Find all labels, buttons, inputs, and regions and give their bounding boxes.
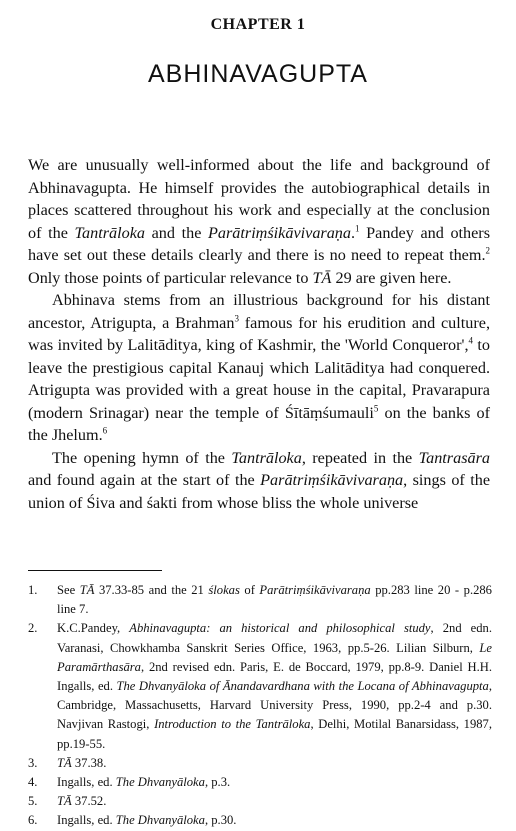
footnote-ref[interactable]: 2 <box>485 245 490 256</box>
footnote-6: 6. Ingalls, ed. The Dhvanyāloka, p.30. <box>28 813 237 828</box>
footnotes <box>28 581 492 831</box>
paragraph-2: Abhinava stems from an illustrious background for his distant ancestor, Atrigupta, a Brahman$^3$ famous for his erudition and culture, was invited by Lalitāditya, king of Kashmir, the 'World Conqueror',$^4$ to leave the prestigious capital Kanauj which Lalitāditya had conquered. Atrigupta was provided with a great house in the capital, Pravarapura (modern Srinagar) near the temple of Śītāṃśumauli$^5$ on the banks of the Jhelum.$^6$ <box>28 291 490 444</box>
footnote-5: 5. TĀ 37.52. <box>28 794 107 809</box>
chapter-heading: CHAPTER 1 <box>210 16 306 33</box>
footnote-1: 1. See TĀ 37.33-85 and the 21 ślokas of Parātriṃśikāvivaraṇa pp.283 line 20 - p.286 line 7. <box>28 583 492 617</box>
chapter-title: ABHINAVAGUPTA <box>148 60 368 88</box>
footnote-ref[interactable]: 3 <box>234 313 239 324</box>
footnote-ref[interactable]: 4 <box>468 335 473 346</box>
body-text <box>28 154 490 514</box>
paragraph-3: The opening hymn of the Tantrāloka, repeated in the Tantrasāra and found again at the start of the Parātriṃśikāvivaraṇa, sings of the union of Śiva and śakti from whose bliss the whole universe <box>28 448 490 512</box>
footnote-separator <box>28 570 162 571</box>
footnote-3: 3. TĀ 37.38. <box>28 755 107 770</box>
footnote-ref[interactable]: 6 <box>102 425 108 436</box>
footnote-2: 2. K.C.Pandey, Abhinavagupta: an historical and philosophical study, 2nd edn. Varanasi, Chowkhamba Sanskrit Series Office, 1963, pp.5-26. Lilian Silburn, Le Paramārthasāra, 2nd revised edn. Paris, E. de Boccard, 1979, pp.8-9. Daniel H.H. Ingalls, ed. The Dhvanyāloka of Ānandavardhana with the Locana of Abhinavagupta, Cambridge, Massachusetts, Harvard University Press, 1990, pp.2-4 and p.30. Navjivan Rastogi, Introduction to the Tantrāloka, Delhi, Motilal Banarsidass, 1987, pp.19-55. <box>28 621 492 751</box>
paragraph-1: We are unusually well-informed about the life and background of Abhinavagupta. He himself provides the autobiographical details in places scattered throughout his work and especially at the conclusion of the Tantrāloka and the Parātriṃśikāvivaraṇa.$^1$ Pandey and others have set out these details clearly and there is no need to repeat them.$^2$ Only those points of particular relevance to TĀ 29 are given here. <box>28 156 491 287</box>
footnote-ref[interactable]: 1 <box>355 223 360 234</box>
footnote-4: 4. Ingalls, ed. The Dhvanyāloka, p.3. <box>28 775 231 790</box>
footnote-ref[interactable]: 5 <box>373 403 379 414</box>
